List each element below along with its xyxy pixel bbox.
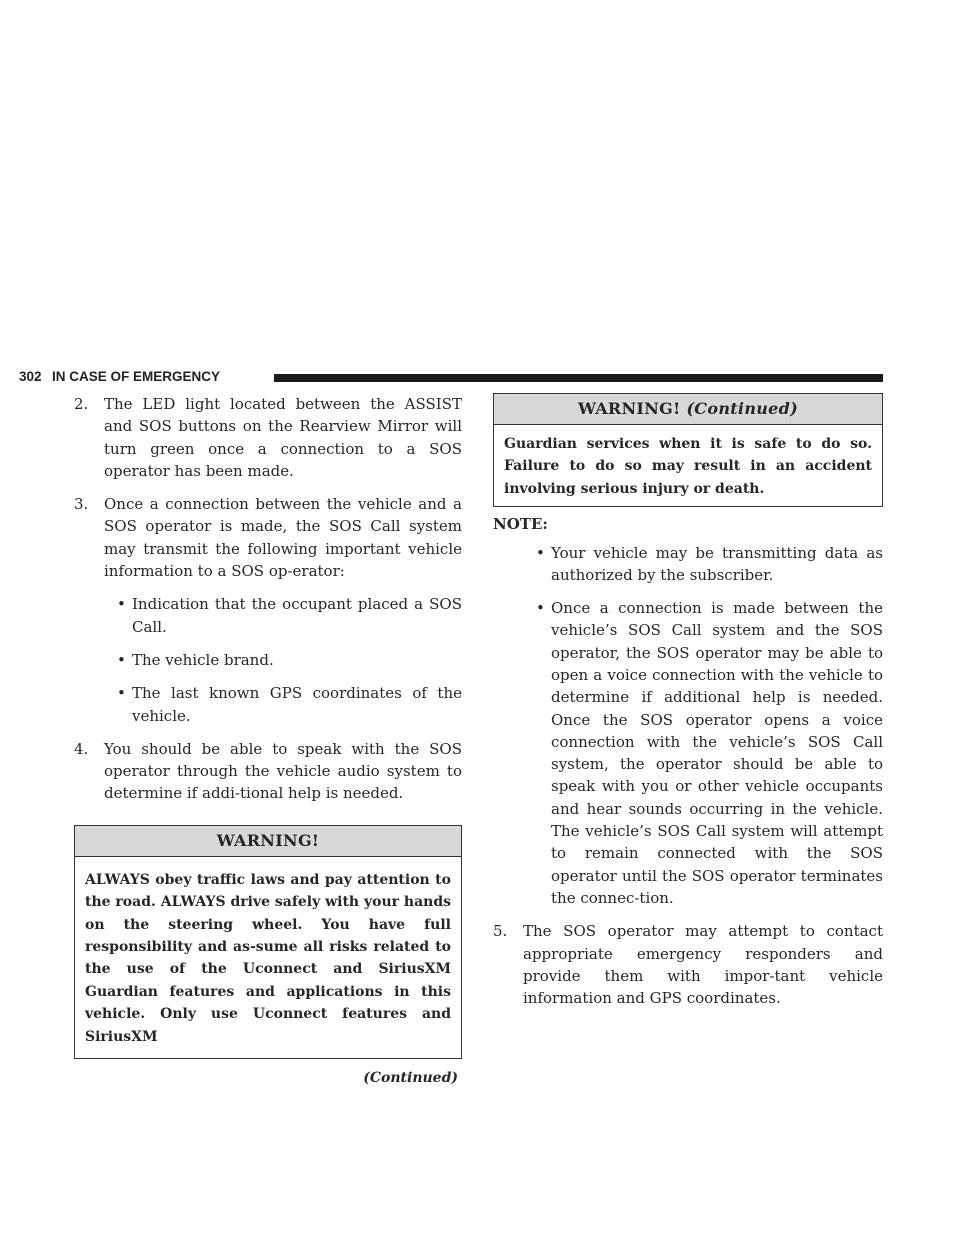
list-item-2 (74, 393, 462, 482)
list-number: 2. (74, 395, 89, 413)
bullet-icon: • (117, 684, 126, 703)
list-item-3 (74, 493, 462, 582)
bullet-item (102, 593, 462, 638)
continued-label: (Continued) (363, 1070, 458, 1086)
page-header (19, 369, 883, 385)
list-text: The LED light located between the ASSIST and SOS buttons on the Rearview Mirror will turn green once a connection to a SOS operator has been made. (104, 395, 462, 480)
bullet-icon: • (536, 543, 545, 562)
bullet-icon: • (117, 595, 126, 614)
bullet-icon: • (536, 599, 545, 618)
warning-box-continued (493, 393, 883, 507)
warning-body: ALWAYS obey traffic laws and pay attention to the road. ALWAYS drive safely with your hands on the steering wheel. You have full responsibility and as-sume all risks related to the use of the Uconnect and SiriusXM Guardian features and applications in this vehicle. Only use Uconnect features and SiriusXM (85, 871, 451, 1045)
note-title: NOTE: (493, 515, 548, 534)
list-item-5 (493, 920, 883, 1009)
warning-title-text: WARNING! (577, 399, 681, 418)
warning-continued-suffix: (Continued) (686, 399, 799, 418)
note-bullet (521, 542, 883, 587)
bullet-text: Your vehicle may be transmitting data as authorized by the subscriber. (551, 543, 883, 584)
page-number: 302 (19, 369, 42, 384)
left-column (74, 393, 462, 1089)
list-item-4 (74, 738, 462, 805)
list-text: Once a connection between the vehicle and a SOS operator is made, the SOS Call system may transmit the following important vehicle information to a SOS op-erator: (104, 495, 462, 581)
bullet-item (102, 649, 462, 671)
warning-body: Guardian services when it is safe to do so. Failure to do so may result in an accident involving serious injury or death. (504, 436, 872, 497)
header-rule (274, 374, 883, 382)
bullet-text: The last known GPS coordinates of the vehicle. (132, 684, 462, 725)
bullet-icon: • (117, 650, 126, 669)
bullet-text: Once a connection is made between the vehicle’s SOS Call system and the SOS operator, the SOS operator may be able to open a voice connection with the vehicle to determine if additional help is needed. Once the SOS operator opens a voice connection with the vehicle’s SOS Call system, the operator should be able to speak with you or other vehicle occupants and hear sounds occurring in the vehicle. The vehicle’s SOS Call system will attempt to remain connected with the SOS operator until the SOS operator terminates the connec-tion. (551, 599, 883, 907)
list-text: The SOS operator may attempt to contact appropriate emergency responders and provide them with impor-tant vehicle information and GPS coordinates. (523, 922, 883, 1008)
warning-box (74, 825, 462, 1059)
note-bullet (521, 597, 883, 909)
warning-title-text: WARNING! (216, 830, 320, 850)
section-title: IN CASE OF EMERGENCY (52, 369, 221, 384)
bullet-text: Indication that the occupant placed a SOS Call. (132, 595, 462, 636)
bullet-item (102, 682, 462, 727)
list-text: You should be able to speak with the SOS operator through the vehicle audio system to determine if addi-tional help is needed. (104, 739, 462, 803)
right-column (493, 393, 883, 1020)
list-number: 4. (74, 739, 89, 758)
warning-title (75, 826, 461, 857)
warning-title (494, 394, 882, 425)
list-number: 3. (74, 495, 89, 514)
list-number: 5. (493, 922, 508, 941)
bullet-text: The vehicle brand. (132, 650, 274, 669)
